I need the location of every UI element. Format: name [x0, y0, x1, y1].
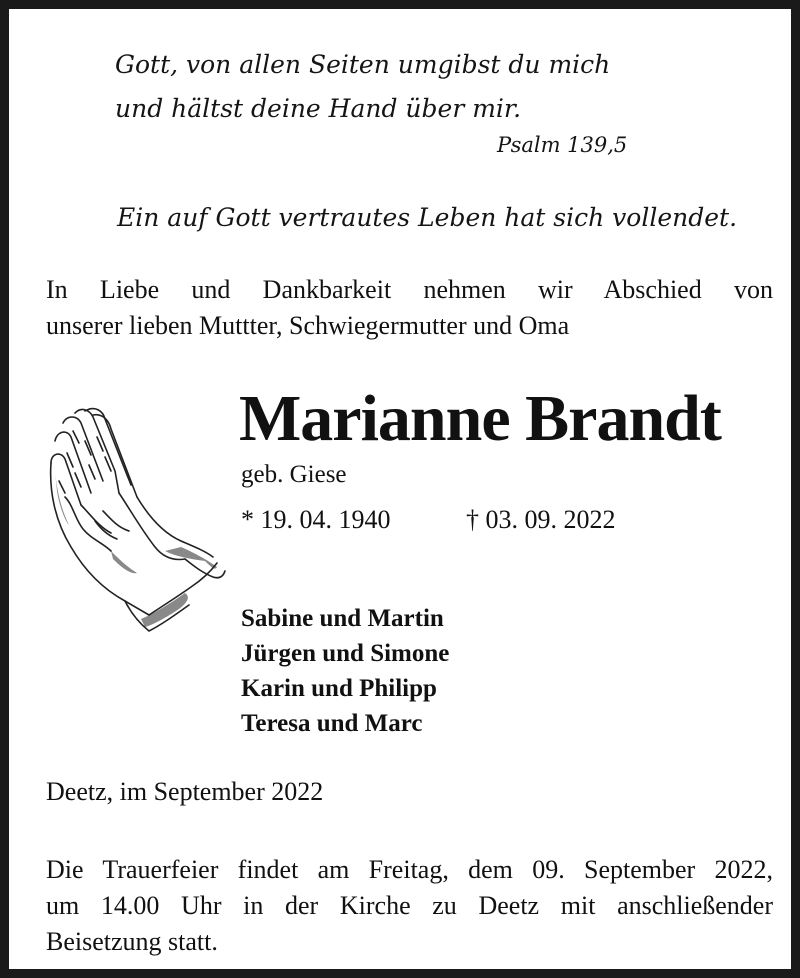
- family-member-pair: Sabine und Martin: [241, 605, 444, 632]
- ceremony-line-3: Beisetzung statt.: [46, 927, 218, 956]
- intro-paragraph: [46, 272, 773, 344]
- birth-name: geb. Giese: [241, 461, 347, 488]
- motto-line: Ein auf Gott vertrautes Leben hat sich vollendet.: [117, 203, 738, 232]
- family-member-pair: Jürgen und Simone: [241, 640, 450, 667]
- birth-date: * 19. 04. 1940: [241, 505, 391, 534]
- praying-hands-icon: [45, 401, 227, 637]
- psalm-verse-line-1: Gott, von allen Seiten umgibst du mich: [115, 50, 611, 79]
- family-member-pair: Teresa und Marc: [241, 710, 423, 737]
- family-member-pair: Karin und Philipp: [241, 675, 437, 702]
- ceremony-line-1: Die Trauerfeier findet am Freitag, dem 09. September 2022,: [46, 855, 773, 884]
- death-date: † 03. 09. 2022: [466, 505, 616, 534]
- place-and-date: Deetz, im September 2022: [46, 777, 324, 806]
- ceremony-line-2: um 14.00 Uhr in der Kirche zu Deetz mit anschließender: [46, 891, 773, 920]
- deceased-name: Marianne Brandt: [239, 382, 721, 455]
- psalm-verse-line-2: und hältst deine Hand über mir.: [115, 94, 522, 123]
- intro-line-2: unserer lieben Muttter, Schwiegermutter und Oma: [46, 311, 570, 340]
- psalm-reference: Psalm 139,5: [497, 133, 628, 157]
- ceremony-paragraph: [46, 852, 773, 960]
- intro-line-1: In Liebe und Dankbarkeit nehmen wir Abschied von: [46, 275, 773, 304]
- family-list: [241, 601, 449, 741]
